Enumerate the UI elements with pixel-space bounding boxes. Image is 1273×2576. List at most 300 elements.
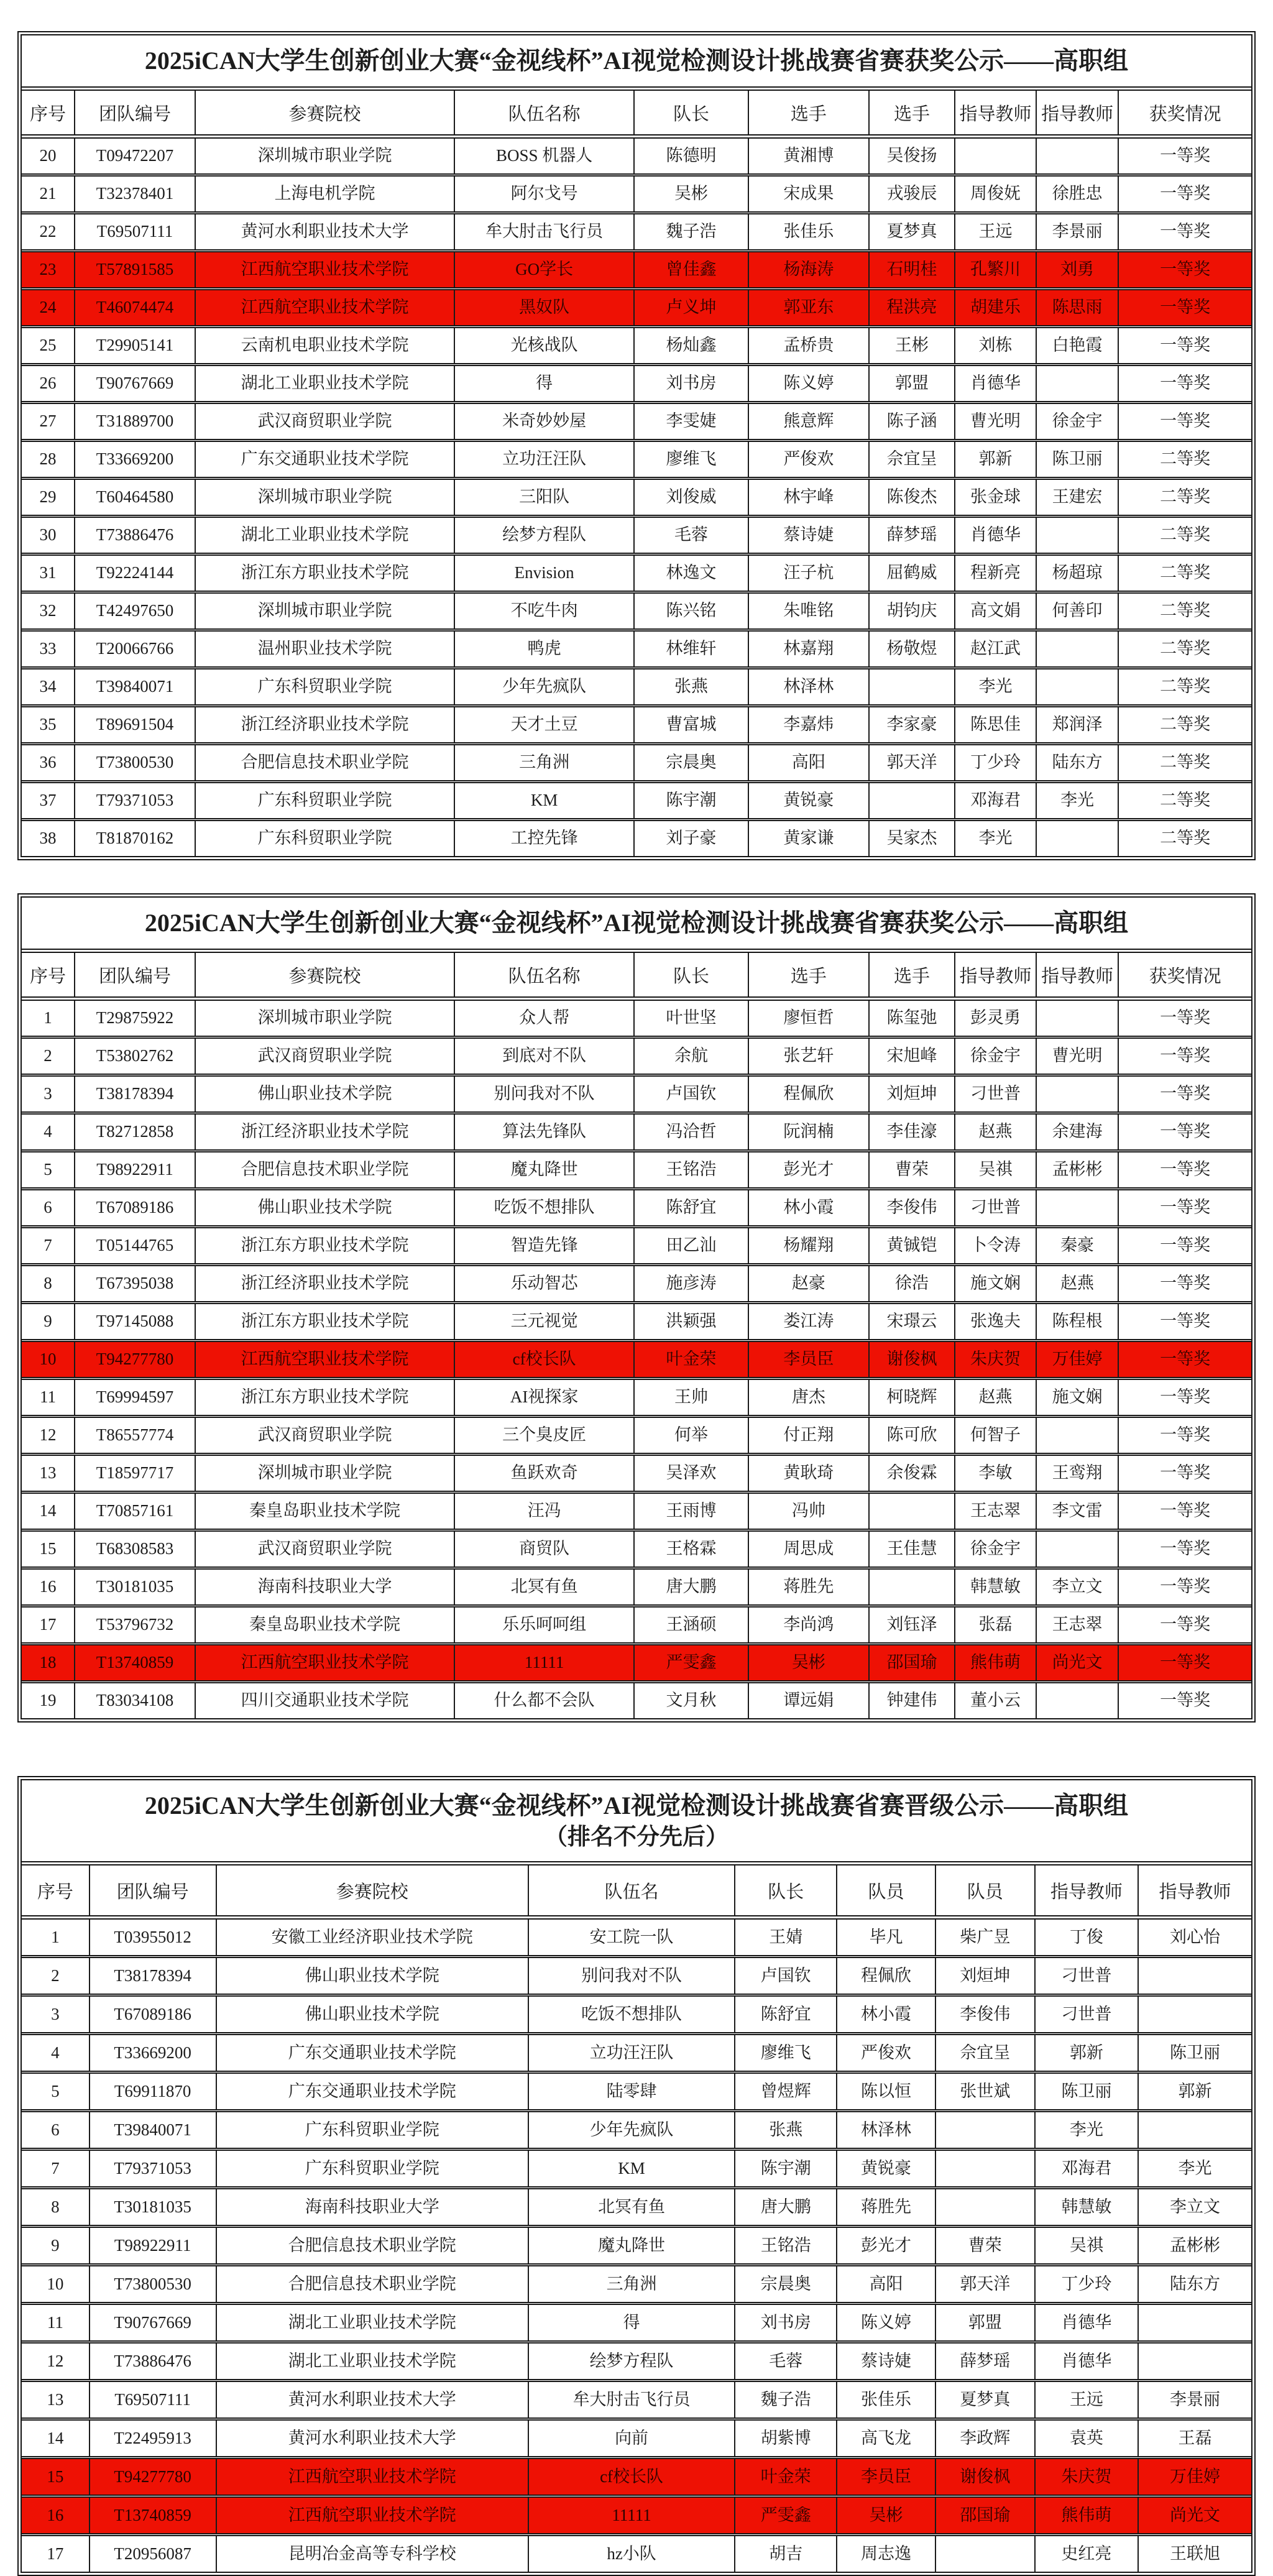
cell: 程新亮 (955, 554, 1036, 592)
cell: T30181035 (75, 1568, 195, 1606)
cell: 王远 (955, 213, 1036, 251)
column-header: 获奖情况 (1118, 91, 1251, 137)
cell: 28 (22, 441, 75, 479)
cell: 安徽工业经济职业技术学院 (216, 1918, 528, 1957)
table-row (22, 1379, 1251, 1417)
award-results-table-rows-1-19 (22, 953, 1251, 1718)
cell: KM (528, 2150, 735, 2188)
cell: T05144765 (75, 1227, 195, 1265)
cell: 阮润楠 (748, 1113, 869, 1151)
cell: 韩慧敏 (1035, 2188, 1138, 2227)
cell: 徐浩 (869, 1265, 955, 1303)
cell: 少年先疯队 (454, 668, 634, 706)
cell: 陈宇潮 (735, 2150, 837, 2188)
cell (1036, 1682, 1119, 1719)
cell: 北冥有鱼 (454, 1568, 634, 1606)
cell (1036, 1189, 1119, 1227)
column-header: 队长 (634, 91, 748, 137)
cell: 蒋胜先 (748, 1568, 869, 1606)
cell: 尚光文 (1036, 1644, 1119, 1682)
cell: 赵江武 (955, 630, 1036, 668)
table-gap (17, 860, 1256, 893)
cell: 万佳婷 (1138, 2458, 1251, 2496)
cell: 一等奖 (1118, 1227, 1251, 1265)
cell: 汪冯 (454, 1493, 634, 1530)
cell: 一等奖 (1118, 1455, 1251, 1493)
cell: 冯洽哲 (634, 1113, 748, 1151)
cell: T39840071 (90, 2111, 216, 2150)
cell: 9 (22, 1303, 75, 1341)
cell: 一等奖 (1118, 403, 1251, 441)
table-3-title-text: 2025iCAN大学生创新创业大赛“金视线杯”AI视觉检测设计挑战赛省赛晋级公示——高职组 (144, 1792, 1129, 1819)
cell: 18 (22, 1644, 75, 1682)
cell: 董小云 (955, 1682, 1036, 1719)
cell: 柯晓辉 (869, 1379, 955, 1417)
column-header: 队伍名称 (454, 91, 634, 137)
cell: 秦豪 (1036, 1227, 1119, 1265)
table-3-title (22, 1780, 1251, 1865)
cell: 张艺轩 (748, 1037, 869, 1075)
column-header: 参赛院校 (195, 953, 454, 999)
cell: 朱庆贺 (1035, 2458, 1138, 2496)
cell: 周志逸 (837, 2535, 935, 2572)
column-header: 参赛院校 (216, 1865, 528, 1918)
cell: 11111 (454, 1644, 634, 1682)
cell: 上海电机学院 (195, 175, 454, 213)
cell: 肖德华 (1035, 2304, 1138, 2342)
cell: 吴家杰 (869, 820, 955, 857)
cell: 安工院一队 (528, 1918, 735, 1957)
cell (1036, 1417, 1119, 1455)
cell: 廖恒哲 (748, 999, 869, 1037)
cell: 一等奖 (1118, 365, 1251, 403)
cell: 吴彬 (837, 2496, 935, 2535)
cell: T69994597 (75, 1379, 195, 1417)
cell: 黄河水利职业技术大学 (216, 2381, 528, 2419)
cell: 一等奖 (1118, 999, 1251, 1037)
cell: 一等奖 (1118, 1379, 1251, 1417)
cell: GO学长 (454, 251, 634, 289)
cell: 二等奖 (1118, 479, 1251, 517)
cell: 丁少玲 (1035, 2265, 1138, 2304)
cell: 彭灵勇 (955, 999, 1036, 1037)
column-header: 获奖情况 (1118, 953, 1251, 999)
cell: 杨超琼 (1036, 554, 1119, 592)
cell: 林嘉翔 (748, 630, 869, 668)
cell: 周俊妩 (955, 175, 1036, 213)
cell: 13 (22, 2381, 90, 2419)
cell: 湖北工业职业技术学院 (216, 2342, 528, 2381)
cell: 3 (22, 1995, 90, 2034)
cell: T09472207 (75, 137, 195, 175)
cell: 得 (528, 2304, 735, 2342)
cell: 刘书房 (735, 2304, 837, 2342)
cell: 一等奖 (1118, 1417, 1251, 1455)
cell: 二等奖 (1118, 668, 1251, 706)
cell: 深圳城市职业学院 (195, 592, 454, 630)
cell: 吴俊扬 (869, 137, 955, 175)
cell: 三元视觉 (454, 1303, 634, 1341)
column-header: 队长 (735, 1865, 837, 1918)
cell: 广东交通职业技术学院 (216, 2072, 528, 2111)
cell (1036, 820, 1119, 857)
cell: 陈卫丽 (1035, 2072, 1138, 2111)
cell: T90767669 (75, 365, 195, 403)
cell: 5 (22, 2072, 90, 2111)
cell: 牟大肘击飞行员 (454, 213, 634, 251)
cell: 何智子 (955, 1417, 1036, 1455)
cell: 向前 (528, 2419, 735, 2458)
cell: 广东交通职业技术学院 (216, 2034, 528, 2072)
cell: 佛山职业技术学院 (216, 1957, 528, 1995)
cell (935, 2150, 1035, 2188)
cell: 刘烜坤 (935, 1957, 1035, 1995)
cell (955, 137, 1036, 175)
table-row (22, 668, 1251, 706)
cell: 黑奴队 (454, 289, 634, 327)
cell: 高阳 (748, 744, 869, 782)
cell (1138, 2111, 1251, 2150)
cell: 10 (22, 2265, 90, 2304)
advance-table-section (17, 1776, 1256, 2576)
table-row (22, 1037, 1251, 1075)
cell: T89691504 (75, 706, 195, 744)
cell: T98922911 (75, 1151, 195, 1189)
cell: 阿尔戈号 (454, 175, 634, 213)
cell: T82712858 (75, 1113, 195, 1151)
cell: 薛梦瑶 (869, 517, 955, 554)
cell: 广东科贸职业学院 (195, 820, 454, 857)
cell (1036, 668, 1119, 706)
cell: T03955012 (90, 1918, 216, 1957)
cell: 邓海君 (955, 782, 1036, 820)
cell: 卢国钦 (735, 1957, 837, 1995)
cell: 徐金宇 (1036, 403, 1119, 441)
table-row (22, 820, 1251, 857)
cell: 周思成 (748, 1530, 869, 1568)
cell: 昆明冶金高等专科学校 (216, 2535, 528, 2572)
cell: 陈思雨 (1036, 289, 1119, 327)
cell: 别问我对不队 (528, 1957, 735, 1995)
table-2-title-text: 2025iCAN大学生创新创业大赛“金视线杯”AI视觉检测设计挑战赛省赛获奖公示——高职组 (144, 909, 1129, 937)
cell: 一等奖 (1118, 137, 1251, 175)
cell: 李员臣 (837, 2458, 935, 2496)
cell: 武汉商贸职业学院 (195, 1037, 454, 1075)
column-header: 指导教师 (1035, 1865, 1138, 1918)
table-row (22, 517, 1251, 554)
cell: 宗晨奥 (634, 744, 748, 782)
cell: 李文雷 (1036, 1493, 1119, 1530)
cell: T69507111 (90, 2381, 216, 2419)
cell: 陆东方 (1138, 2265, 1251, 2304)
cell: 27 (22, 403, 75, 441)
column-header: 选手 (748, 91, 869, 137)
cell: 郑润泽 (1036, 706, 1119, 744)
cell: 32 (22, 592, 75, 630)
cell: 6 (22, 2111, 90, 2150)
cell: 江西航空职业技术学院 (195, 1341, 454, 1379)
cell: 王联旭 (1138, 2535, 1251, 2572)
cell: 乐乐呵呵组 (454, 1606, 634, 1644)
cell: T86557774 (75, 1417, 195, 1455)
cell: 三个臭皮匠 (454, 1417, 634, 1455)
cell: 汪子杭 (748, 554, 869, 592)
cell: 李员臣 (748, 1341, 869, 1379)
cell: 33 (22, 630, 75, 668)
column-header: 团队编号 (75, 953, 195, 999)
cell: 一等奖 (1118, 1493, 1251, 1530)
cell: 陆零肆 (528, 2072, 735, 2111)
cell: 佛山职业技术学院 (195, 1075, 454, 1113)
table-row (22, 744, 1251, 782)
column-header: 队伍名称 (454, 953, 634, 999)
table-row (22, 1606, 1251, 1644)
cell: 李立文 (1138, 2188, 1251, 2227)
cell: 一等奖 (1118, 1303, 1251, 1341)
table-row (22, 137, 1251, 175)
cell: 吃饭不想排队 (454, 1189, 634, 1227)
cell: T20066766 (75, 630, 195, 668)
cell: Envision (454, 554, 634, 592)
cell: T31889700 (75, 403, 195, 441)
cell: 8 (22, 2188, 90, 2227)
cell (1138, 2342, 1251, 2381)
table-row (22, 1151, 1251, 1189)
column-header: 序号 (22, 953, 75, 999)
cell: 别问我对不队 (454, 1075, 634, 1113)
cell: 林宇峰 (748, 479, 869, 517)
column-header: 指导教师 (1036, 953, 1119, 999)
cell: 戎骏辰 (869, 175, 955, 213)
cell: 陈卫丽 (1138, 2034, 1251, 2072)
cell: 黄锐豪 (837, 2150, 935, 2188)
cell: 王磊 (1138, 2419, 1251, 2458)
cell: 林维轩 (634, 630, 748, 668)
cell: 湖北工业职业技术学院 (195, 365, 454, 403)
cell: 20 (22, 137, 75, 175)
table-row-highlighted (22, 2458, 1251, 2496)
cell: 吃饭不想排队 (528, 1995, 735, 2034)
cell: 什么都不会队 (454, 1682, 634, 1719)
cell (1036, 517, 1119, 554)
cell: 胡紫博 (735, 2419, 837, 2458)
table-row (22, 1530, 1251, 1568)
table-row (22, 1957, 1251, 1995)
table-1-title (22, 35, 1251, 91)
cell: 陈以恒 (837, 2072, 935, 2111)
cell: T29875922 (75, 999, 195, 1037)
cell: 魔丸降世 (454, 1151, 634, 1189)
cell: 刁世普 (1035, 1995, 1138, 2034)
cell (1138, 1995, 1251, 2034)
cell: 王雨博 (634, 1493, 748, 1530)
cell: 严雯鑫 (634, 1644, 748, 1682)
cell: T30181035 (90, 2188, 216, 2227)
cell: 19 (22, 1682, 75, 1719)
cell: cf校长队 (454, 1341, 634, 1379)
table-2-title (22, 898, 1251, 953)
cell: 江西航空职业技术学院 (195, 289, 454, 327)
table-row (22, 1682, 1251, 1719)
cell: 一等奖 (1118, 327, 1251, 365)
cell: 唐大鹏 (735, 2188, 837, 2227)
cell: 鱼跃欢奇 (454, 1455, 634, 1493)
cell: 王铭浩 (634, 1151, 748, 1189)
table-row (22, 213, 1251, 251)
cell: 一等奖 (1118, 1530, 1251, 1568)
cell: 二等奖 (1118, 630, 1251, 668)
cell: 肖德华 (955, 517, 1036, 554)
cell: 邓海君 (1035, 2150, 1138, 2188)
header-row (22, 91, 1251, 137)
cell: T67395038 (75, 1265, 195, 1303)
cell (1138, 1957, 1251, 1995)
cell: 绘梦方程队 (454, 517, 634, 554)
cell: 李家豪 (869, 706, 955, 744)
cell: 29 (22, 479, 75, 517)
cell: T67089186 (75, 1189, 195, 1227)
cell: 不吃牛肉 (454, 592, 634, 630)
cell: 一等奖 (1118, 1606, 1251, 1644)
cell: 肖德华 (955, 365, 1036, 403)
table-row-highlighted (22, 289, 1251, 327)
cell: 立功汪汪队 (454, 441, 634, 479)
cell: 徐金宇 (955, 1530, 1036, 1568)
cell: 李景丽 (1036, 213, 1119, 251)
cell: 14 (22, 2419, 90, 2458)
cell: 1 (22, 1918, 90, 1957)
cell: 算法先锋队 (454, 1113, 634, 1151)
cell: 袁英 (1035, 2419, 1138, 2458)
cell: 三角洲 (454, 744, 634, 782)
cell: 一等奖 (1118, 1037, 1251, 1075)
cell: 屈鹤威 (869, 554, 955, 592)
cell: 4 (22, 2034, 90, 2072)
cell: T94277780 (75, 1341, 195, 1379)
cell: 张佳乐 (837, 2381, 935, 2419)
cell: 朱唯铭 (748, 592, 869, 630)
cell: 秦皇岛职业技术学院 (195, 1606, 454, 1644)
column-header: 参赛院校 (195, 91, 454, 137)
cell: 3 (22, 1075, 75, 1113)
cell: 石明桂 (869, 251, 955, 289)
cell: 李俊伟 (869, 1189, 955, 1227)
cell: 胡建乐 (955, 289, 1036, 327)
cell: 郭盟 (869, 365, 955, 403)
cell: 陈玺弛 (869, 999, 955, 1037)
cell: 二等奖 (1118, 782, 1251, 820)
cell: 合肥信息技术职业学院 (216, 2265, 528, 2304)
cell: T68308583 (75, 1530, 195, 1568)
cell: 武汉商贸职业学院 (195, 403, 454, 441)
table-row (22, 441, 1251, 479)
cell: 16 (22, 1568, 75, 1606)
cell: 施文娴 (955, 1265, 1036, 1303)
column-header: 选手 (869, 953, 955, 999)
cell: 江西航空职业技术学院 (216, 2496, 528, 2535)
cell: 刘钰泽 (869, 1606, 955, 1644)
cell: 刁世普 (955, 1075, 1036, 1113)
cell: 林泽林 (748, 668, 869, 706)
cell: 卢国钦 (634, 1075, 748, 1113)
cell: 余建海 (1036, 1113, 1119, 1151)
cell: 10 (22, 1341, 75, 1379)
cell: 黄河水利职业技术大学 (216, 2419, 528, 2458)
cell: 广东交通职业技术学院 (195, 441, 454, 479)
cell (935, 2111, 1035, 2150)
cell: 王婧 (735, 1918, 837, 1957)
cell: 黄湘博 (748, 137, 869, 175)
column-header: 选手 (869, 91, 955, 137)
column-header: 选手 (748, 953, 869, 999)
cell: 云南机电职业技术学院 (195, 327, 454, 365)
cell: 22 (22, 213, 75, 251)
cell: 三阳队 (454, 479, 634, 517)
table-gap (17, 1723, 1256, 1776)
cell: 25 (22, 327, 75, 365)
cell: 二等奖 (1118, 820, 1251, 857)
cell: 曹荣 (869, 1151, 955, 1189)
cell: 一等奖 (1118, 289, 1251, 327)
table-row (22, 2150, 1251, 2188)
cell: 叶世坚 (634, 999, 748, 1037)
table-row (22, 2072, 1251, 2111)
table-row (22, 327, 1251, 365)
cell: 刘栋 (955, 327, 1036, 365)
cell: 刘子豪 (634, 820, 748, 857)
cell: 曹光明 (1036, 1037, 1119, 1075)
cell: 谭远娟 (748, 1682, 869, 1719)
cell: 林逸文 (634, 554, 748, 592)
cell: 万佳婷 (1036, 1341, 1119, 1379)
table-row (22, 1189, 1251, 1227)
cell: 11 (22, 1379, 75, 1417)
cell: 谢俊枫 (869, 1341, 955, 1379)
cell: 孟桥贵 (748, 327, 869, 365)
cell: 高飞龙 (837, 2419, 935, 2458)
table-row (22, 2342, 1251, 2381)
cell: 文月秋 (634, 1682, 748, 1719)
cell: 郭新 (955, 441, 1036, 479)
cell: 乐动智芯 (454, 1265, 634, 1303)
cell: T57891585 (75, 251, 195, 289)
table-row (22, 365, 1251, 403)
table-row (22, 706, 1251, 744)
cell: 浙江经济职业技术学院 (195, 1113, 454, 1151)
cell: 孔繁川 (955, 251, 1036, 289)
cell: T13740859 (75, 1644, 195, 1682)
table-row (22, 2034, 1251, 2072)
cell: 蔡诗婕 (837, 2342, 935, 2381)
cell: T38178394 (75, 1075, 195, 1113)
cell: 王佳慧 (869, 1530, 955, 1568)
cell: 陈宇潮 (634, 782, 748, 820)
cell: 绘梦方程队 (528, 2342, 735, 2381)
table-row (22, 403, 1251, 441)
cell: 史红亮 (1035, 2535, 1138, 2572)
cell: 韩慧敏 (955, 1568, 1036, 1606)
cell: 王彬 (869, 327, 955, 365)
cell: 李光 (1036, 782, 1119, 820)
cell: 四川交通职业技术学院 (195, 1682, 454, 1719)
cell: T42497650 (75, 592, 195, 630)
cell: 施文娴 (1036, 1379, 1119, 1417)
cell: 34 (22, 668, 75, 706)
cell: 深圳城市职业学院 (195, 137, 454, 175)
cell: 二等奖 (1118, 706, 1251, 744)
column-header: 团队编号 (75, 91, 195, 137)
cell: 李雯婕 (634, 403, 748, 441)
